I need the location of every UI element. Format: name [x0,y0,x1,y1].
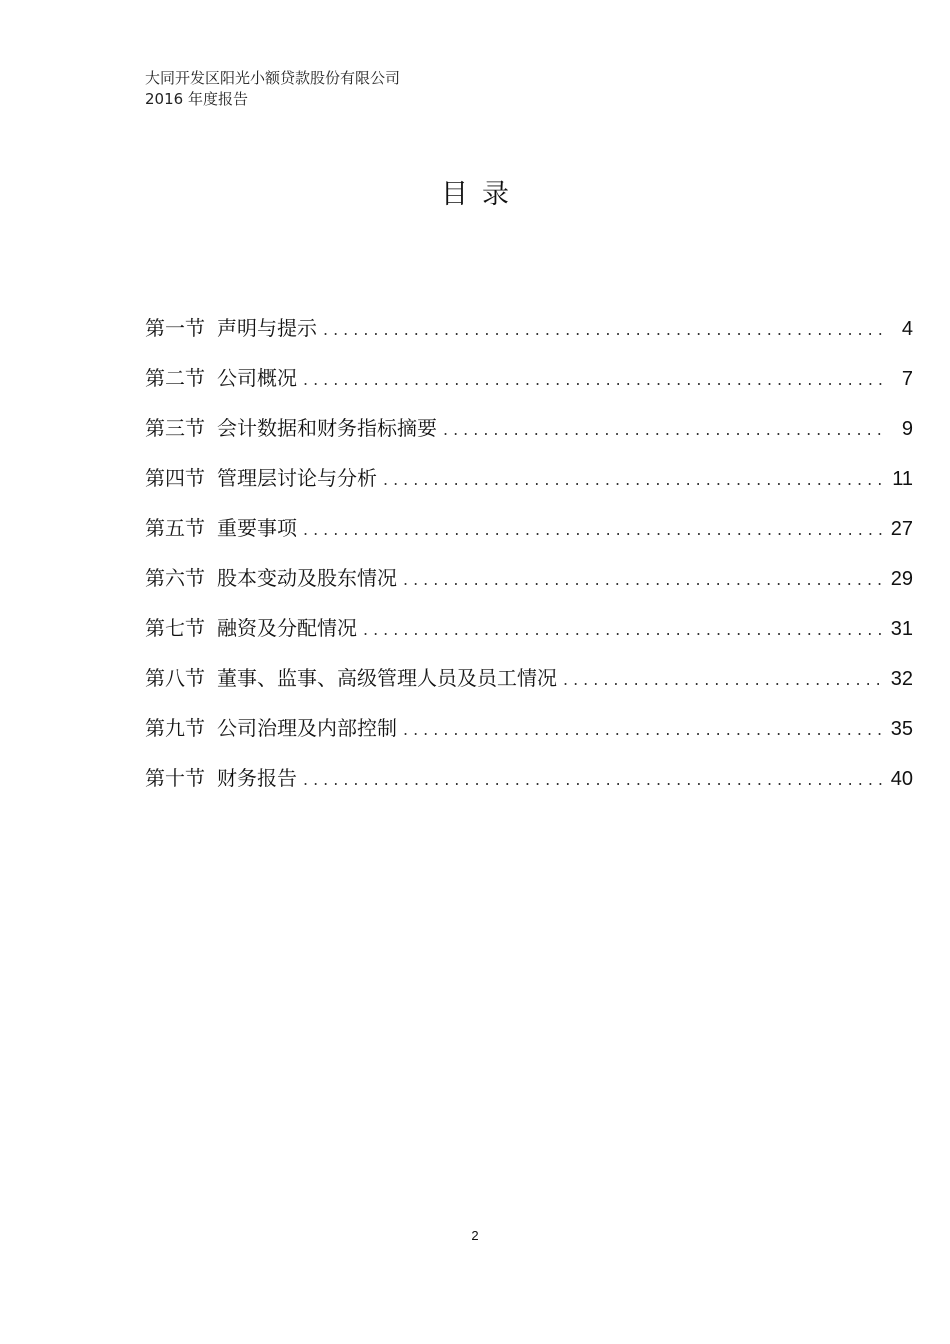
report-name: 2016 年度报告 [145,90,248,108]
page-title: 目录 [441,179,523,210]
toc-section-number: 第八节 [145,666,205,690]
toc-page-number: 9 [901,418,913,440]
company-name: 大同开发区阳光小额贷款股份有限公司 [145,69,401,87]
toc-entry[interactable] [145,356,913,406]
toc-entry[interactable] [145,756,913,806]
page-number: 2 [471,1228,479,1243]
toc-page-number: 35 [890,718,913,740]
toc-page-number: 4 [901,318,913,340]
toc-entry[interactable] [145,556,913,606]
toc-section-title: 股本变动及股东情况 [217,566,397,590]
toc-section-title: 财务报告 [217,766,297,790]
toc-leader-dots [383,458,883,502]
toc-page-number: 7 [901,368,913,390]
toc-section-number: 第十节 [145,766,205,790]
toc-leader-dots [303,758,883,802]
toc-section-number: 第三节 [145,416,205,440]
toc-entry[interactable] [145,706,913,756]
toc-section-title: 管理层讨论与分析 [217,466,377,490]
page-header [145,68,400,110]
toc-leader-dots [303,508,883,552]
toc-section-title: 公司治理及内部控制 [217,716,397,740]
toc-section-number: 第六节 [145,566,205,590]
toc-page-number: 11 [892,468,913,490]
toc-page-number: 32 [890,668,913,690]
toc-page-number: 27 [890,518,913,540]
toc-section-title: 声明与提示 [217,316,317,340]
toc-leader-dots [363,608,883,652]
toc-entry[interactable] [145,406,913,456]
toc-section-title: 董事、监事、高级管理人员及员工情况 [217,666,557,690]
toc-entry[interactable] [145,656,913,706]
toc-section-title: 公司概况 [217,366,297,390]
toc-section-number: 第五节 [145,516,205,540]
toc-leader-dots [323,308,883,352]
toc-entry[interactable] [145,456,913,506]
toc-section-number: 第四节 [145,466,205,490]
toc-page-number: 31 [890,618,913,640]
toc-page-number: 29 [890,568,913,590]
toc-entry[interactable] [145,306,913,356]
toc-section-number: 第一节 [145,316,205,340]
toc-leader-dots [563,658,883,702]
toc-leader-dots [403,558,883,602]
toc-leader-dots [443,408,883,452]
toc-section-number: 第七节 [145,616,205,640]
toc-section-number: 第九节 [145,716,205,740]
toc-leader-dots [303,358,883,402]
toc-entry[interactable] [145,606,913,656]
toc-section-number: 第二节 [145,366,205,390]
toc-leader-dots [403,708,883,752]
toc-section-title: 会计数据和财务指标摘要 [217,416,437,440]
toc-section-title: 重要事项 [217,516,297,540]
toc-page-number: 40 [890,768,913,790]
toc-section-title: 融资及分配情况 [217,616,357,640]
table-of-contents [145,306,913,806]
toc-entry[interactable] [145,506,913,556]
